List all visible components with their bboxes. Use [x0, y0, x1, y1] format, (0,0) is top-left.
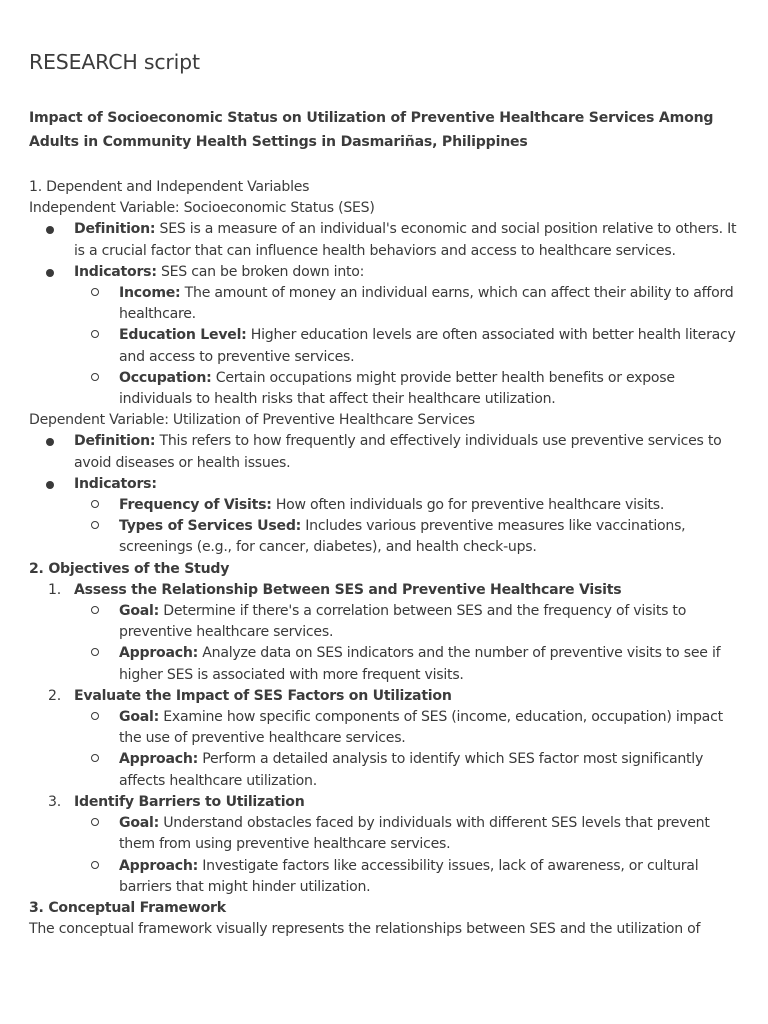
objectives-list	[29, 580, 749, 898]
independent-variable-heading: Independent Variable: Socioeconomic Status (SES)	[29, 200, 375, 217]
item-label: Definition:	[74, 221, 156, 238]
sub-bullet-icon	[91, 818, 99, 826]
bullet-icon	[46, 269, 54, 277]
item-text: Understand obstacles faced by individuals with different SES levels that prevent them from using preventive healthcare services.	[119, 815, 710, 853]
item-label: Approach:	[119, 857, 199, 874]
sub-list-item	[29, 495, 749, 516]
objective-item	[29, 686, 749, 707]
item-text: Certain occupations might provide better health benefits or expose individuals to health risks that affect their healthcare utilization.	[119, 369, 675, 408]
objective-item	[29, 792, 749, 813]
sub-bullet-icon	[91, 606, 99, 614]
sub-list-item	[29, 325, 749, 367]
bullet-icon	[46, 226, 54, 234]
item-text: SES is a measure of an individual's economic and social position relative to others. It is a crucial factor that can influence health behaviors and access to healthcare services.	[74, 221, 737, 259]
sub-list-item	[29, 856, 749, 898]
item-label: Indicators:	[74, 475, 157, 492]
item-label: Approach:	[119, 751, 199, 768]
item-label: Definition:	[74, 433, 156, 450]
sub-bullet-icon	[91, 648, 99, 656]
objective-item	[29, 580, 749, 601]
item-label: Goal:	[119, 815, 159, 832]
item-label: Frequency of Visits:	[119, 497, 272, 514]
objective-title: Identify Barriers to Utilization	[74, 793, 305, 810]
item-text: Analyze data on SES indicators and the number of preventive visits to see if higher SES is associated with more frequent visits.	[119, 645, 721, 683]
dependent-variable-list	[29, 431, 749, 558]
list-item	[29, 262, 749, 283]
item-label: Education Level:	[119, 327, 247, 344]
sub-list-item	[29, 643, 749, 685]
sub-list-item	[29, 283, 749, 325]
sub-list-item	[29, 516, 749, 558]
sub-bullet-icon	[91, 861, 99, 869]
section-heading-objectives: 2. Objectives of the Study	[29, 560, 230, 577]
sub-list-item	[29, 749, 749, 791]
sub-list-item	[29, 368, 749, 410]
item-text: Higher education levels are often associated with better health literacy and access to preventive services.	[119, 327, 736, 365]
document-body	[29, 177, 749, 940]
bullet-icon	[46, 438, 54, 446]
document-title: RESEARCH script	[29, 50, 200, 74]
item-text: Determine if there's a correlation between SES and the frequency of visits to preventive healthcare services.	[119, 603, 687, 641]
objective-title: Evaluate the Impact of SES Factors on Utilization	[74, 687, 452, 704]
item-label: Goal:	[119, 603, 159, 620]
sub-list-item	[29, 707, 749, 749]
item-label: Indicators:	[74, 263, 157, 280]
item-label: Types of Services Used:	[119, 518, 302, 535]
objective-number: 2.	[48, 687, 61, 704]
sub-bullet-icon	[91, 754, 99, 762]
research-subtitle: Impact of Socioeconomic Status on Utilization of Preventive Healthcare Services Among Adults in Community Health Settings in Dasmariñas, Philippines	[29, 110, 714, 150]
sub-bullet-icon	[91, 712, 99, 720]
item-label: Approach:	[119, 645, 199, 662]
sub-bullet-icon	[91, 373, 99, 381]
list-item	[29, 431, 749, 473]
item-label: Goal:	[119, 709, 159, 726]
objective-number: 3.	[48, 793, 61, 810]
item-text: Examine how specific components of SES (income, education, occupation) impact the use of preventive healthcare services.	[119, 709, 723, 747]
item-text: Investigate factors like accessibility issues, lack of awareness, or cultural barriers that might hinder utilization.	[119, 857, 699, 895]
section-heading-framework: 3. Conceptual Framework	[29, 899, 226, 916]
objective-title: Assess the Relationship Between SES and Preventive Healthcare Visits	[74, 581, 622, 598]
item-text: This refers to how frequently and effectively individuals use preventive services to avoid diseases or health issues.	[74, 433, 722, 471]
item-text: The amount of money an individual earns, which can affect their ability to afford healthcare.	[119, 285, 734, 323]
dependent-variable-heading: Dependent Variable: Utilization of Preventive Healthcare Services	[29, 412, 475, 429]
list-item	[29, 219, 749, 261]
sub-bullet-icon	[91, 521, 99, 529]
framework-paragraph: The conceptual framework visually represents the relationships between SES and the utilization of	[29, 921, 701, 938]
sub-list-item	[29, 813, 749, 855]
item-text: How often individuals go for preventive healthcare visits.	[271, 497, 665, 514]
item-text: Perform a detailed analysis to identify which SES factor most significantly affects healthcare utilization.	[119, 751, 704, 789]
sub-bullet-icon	[91, 330, 99, 338]
sub-bullet-icon	[91, 500, 99, 508]
item-label: Income:	[119, 285, 181, 302]
item-label: Occupation:	[119, 369, 212, 386]
item-text: Includes various preventive measures like vaccinations, screenings (e.g., for cancer, diabetes), and health check-ups.	[119, 518, 686, 556]
bullet-icon	[46, 481, 54, 489]
item-text: SES can be broken down into:	[156, 263, 365, 280]
section-heading-variables: 1. Dependent and Independent Variables	[29, 179, 310, 195]
independent-variable-list	[29, 219, 749, 410]
sub-bullet-icon	[91, 288, 99, 296]
list-item	[29, 474, 749, 495]
objective-number: 1.	[48, 581, 61, 598]
sub-list-item	[29, 601, 749, 643]
